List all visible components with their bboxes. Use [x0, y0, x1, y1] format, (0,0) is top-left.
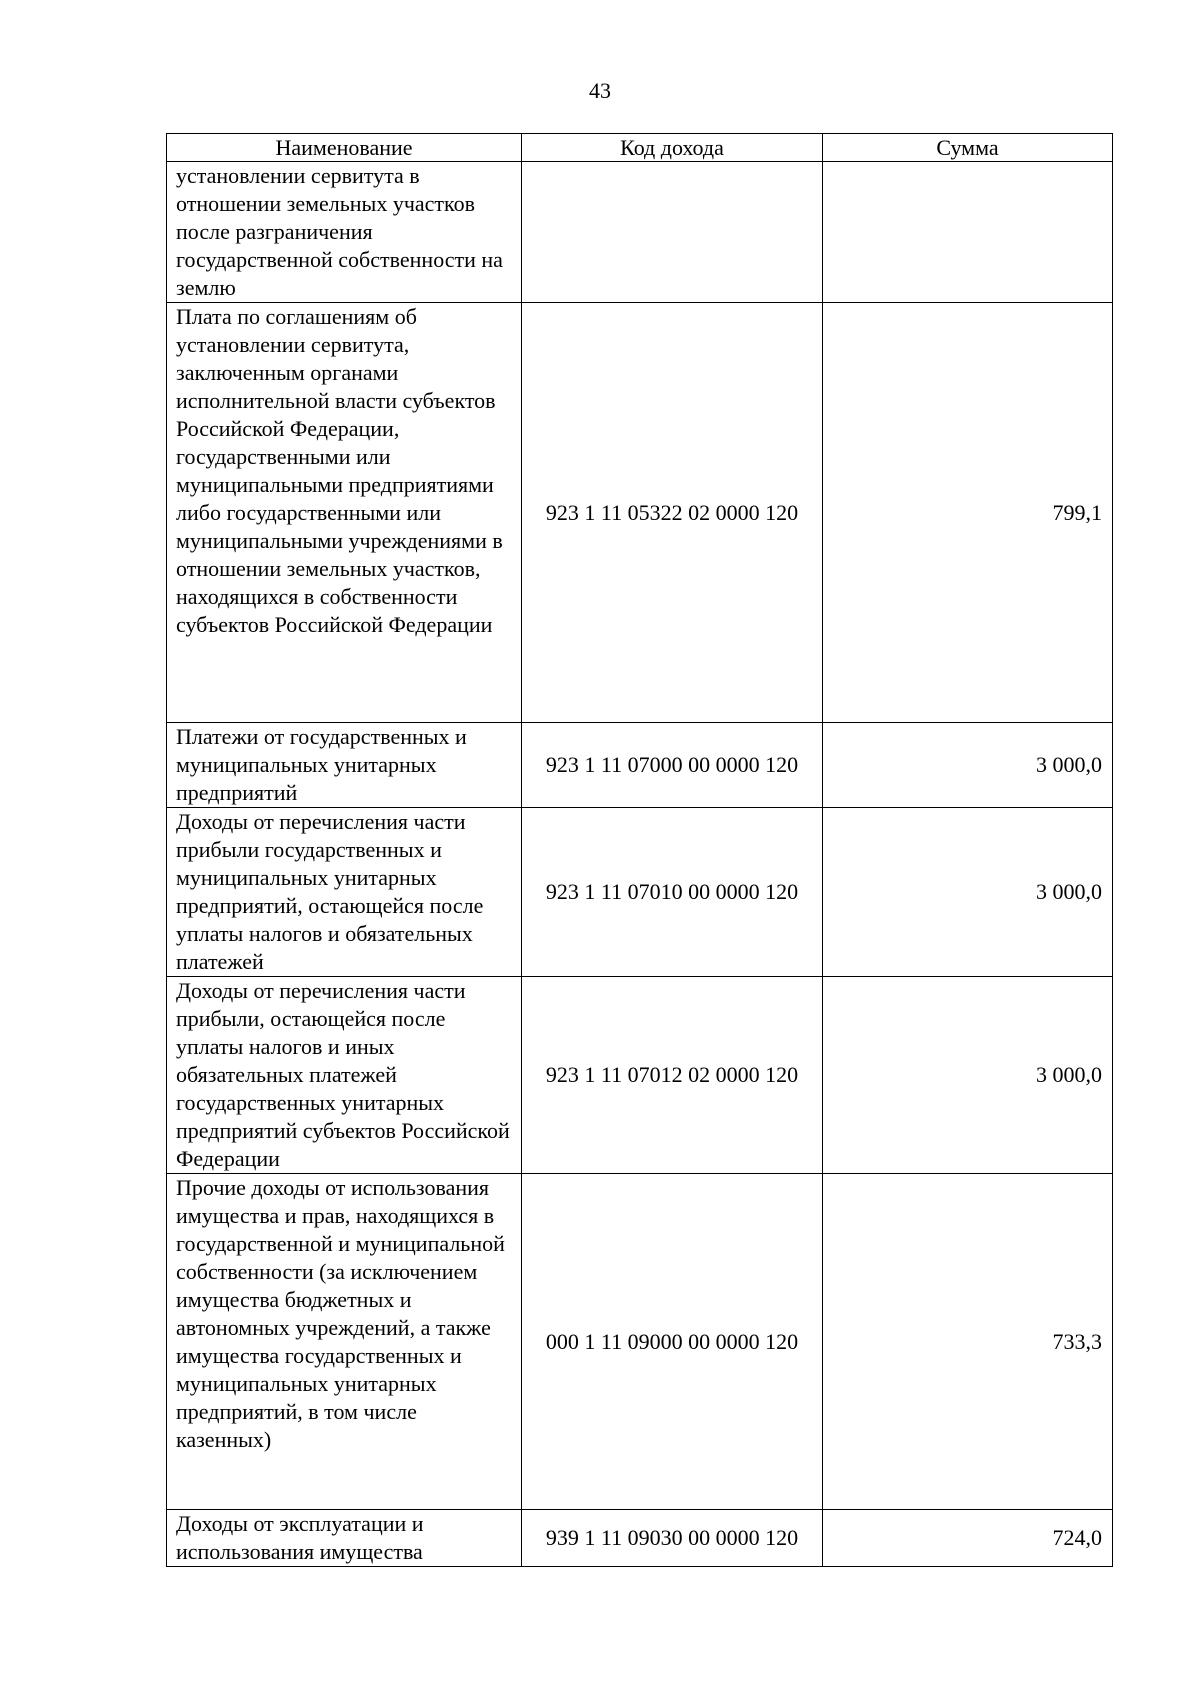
row-sum: 3 000,0 [823, 723, 1113, 808]
row-name: Платежи от государственных и муниципальных унитарных предприятий [167, 723, 522, 808]
row-code: 923 1 11 07012 02 0000 120 [522, 977, 823, 1174]
row-sum [823, 162, 1113, 303]
row-name: Прочие доходы от использования имущества и прав, находящихся в государственной и муниципальной собственности (за исключением имущества бюджетных и автономных учреждений, а также имущества государственных и муниципальных унитарных предприятий, в том числе казенных) [167, 1174, 522, 1510]
row-sum: 733,3 [823, 1174, 1113, 1510]
row-code: 923 1 11 07010 00 0000 120 [522, 808, 823, 977]
page-number: 43 [589, 78, 611, 103]
row-code: 923 1 11 07000 00 0000 120 [522, 723, 823, 808]
table-row [167, 162, 1113, 303]
row-code [522, 162, 823, 303]
table-row [167, 977, 1113, 1174]
row-sum: 799,1 [823, 303, 1113, 723]
row-code: 923 1 11 05322 02 0000 120 [522, 303, 823, 723]
header-sum: Сумма [823, 134, 1113, 162]
row-sum: 3 000,0 [823, 808, 1113, 977]
row-sum: 3 000,0 [823, 977, 1113, 1174]
table-row [167, 1174, 1113, 1510]
table-row [167, 808, 1113, 977]
table-row [167, 303, 1113, 723]
row-sum: 724,0 [823, 1510, 1113, 1567]
row-code: 939 1 11 09030 00 0000 120 [522, 1510, 823, 1567]
row-code: 000 1 11 09000 00 0000 120 [522, 1174, 823, 1510]
header-code: Код дохода [522, 134, 823, 162]
revenue-table [166, 133, 1113, 1567]
header-name: Наименование [167, 134, 522, 162]
row-name: Доходы от эксплуатации и использования имущества [167, 1510, 522, 1567]
row-name: Плата по соглашениям об установлении сервитута, заключенным органами исполнительной власти субъектов Российской Федерации, государственными или муниципальными предприятиями либо государственными или муниципальными учреждениями в отношении земельных участков, находящихся в собственности субъектов Российской Федерации [167, 303, 522, 723]
row-name: установлении сервитута в отношении земельных участков после разграничения государственной собственности на землю [167, 162, 522, 303]
table-row [167, 1510, 1113, 1567]
table-header-row [167, 134, 1113, 162]
row-name: Доходы от перечисления части прибыли государственных и муниципальных унитарных предприятий, остающейся после уплаты налогов и обязательных платежей [167, 808, 522, 977]
table-row [167, 723, 1113, 808]
row-name: Доходы от перечисления части прибыли, остающейся после уплаты налогов и иных обязательных платежей государственных унитарных предприятий субъектов Российской Федерации [167, 977, 522, 1174]
